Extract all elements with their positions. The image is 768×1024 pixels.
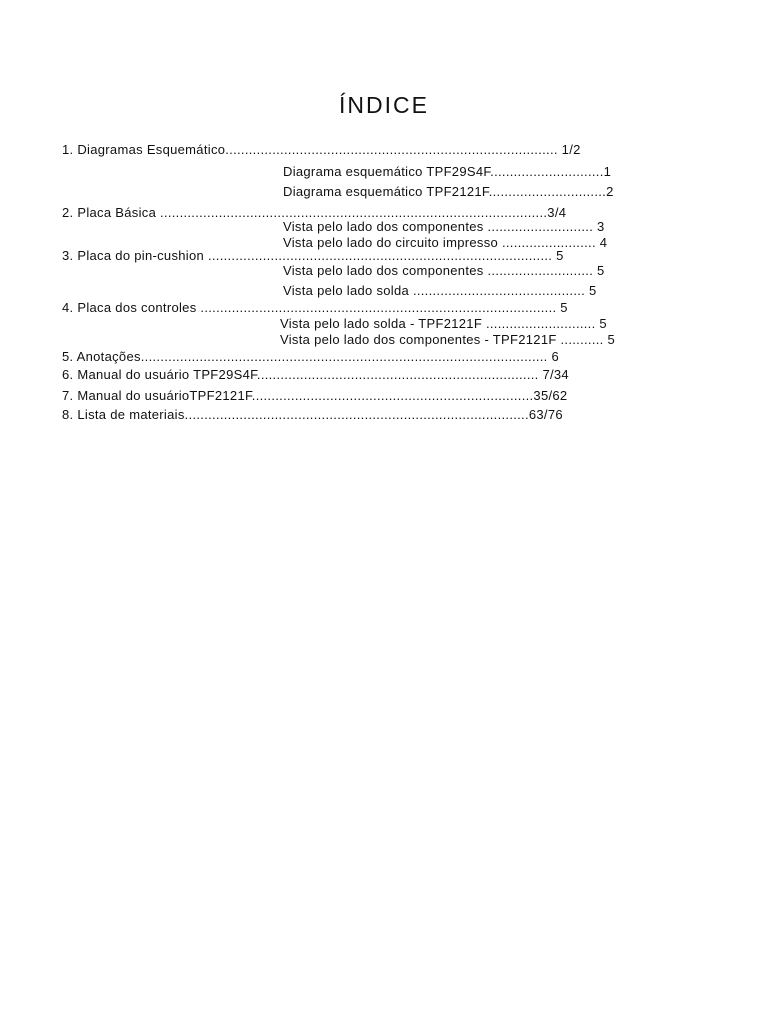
toc-entry-1: 1. Diagramas Esquemático..................................................................................... 1/2	[62, 142, 581, 157]
page-title: ÍNDICE	[339, 92, 429, 118]
toc-subentry-1-1: Diagrama esquemático TPF29S4F.............................1	[283, 164, 612, 179]
toc-subentry-2-2: Vista pelo lado do circuito impresso ........................ 4	[283, 235, 608, 250]
toc-entry-7: 7. Manual do usuárioTPF2121F........................................................................35/62	[62, 388, 568, 403]
toc-subentry-4-1: Vista pelo lado solda - TPF2121F ............................ 5	[280, 316, 607, 331]
toc-entry-5: 5. Anotações........................................................................................................ 6	[62, 349, 560, 364]
toc-entry-6: 6. Manual do usuário TPF29S4F........................................................................ 7/34	[62, 367, 569, 382]
toc-subentry-2-1: Vista pelo lado dos componentes ........................... 3	[283, 219, 605, 234]
toc-entry-2: 2. Placa Básica ...................................................................................................3/4	[62, 205, 567, 220]
toc-entry-4: 4. Placa dos controles ........................................................................................... 5	[62, 300, 568, 315]
toc-subentry-1-2: Diagrama esquemático TPF2121F..............................2	[283, 184, 614, 199]
toc-entry-3: 3. Placa do pin-cushion ........................................................................................ 5	[62, 248, 564, 263]
toc-subentry-3-1: Vista pelo lado dos componentes ........................... 5	[283, 263, 605, 278]
toc-entry-8: 8. Lista de materiais........................................................................................63/76	[62, 407, 563, 422]
toc-subentry-4-2: Vista pelo lado dos componentes - TPF2121F ........... 5	[280, 332, 615, 347]
toc-subentry-3-2: Vista pelo lado solda ............................................ 5	[283, 283, 597, 298]
